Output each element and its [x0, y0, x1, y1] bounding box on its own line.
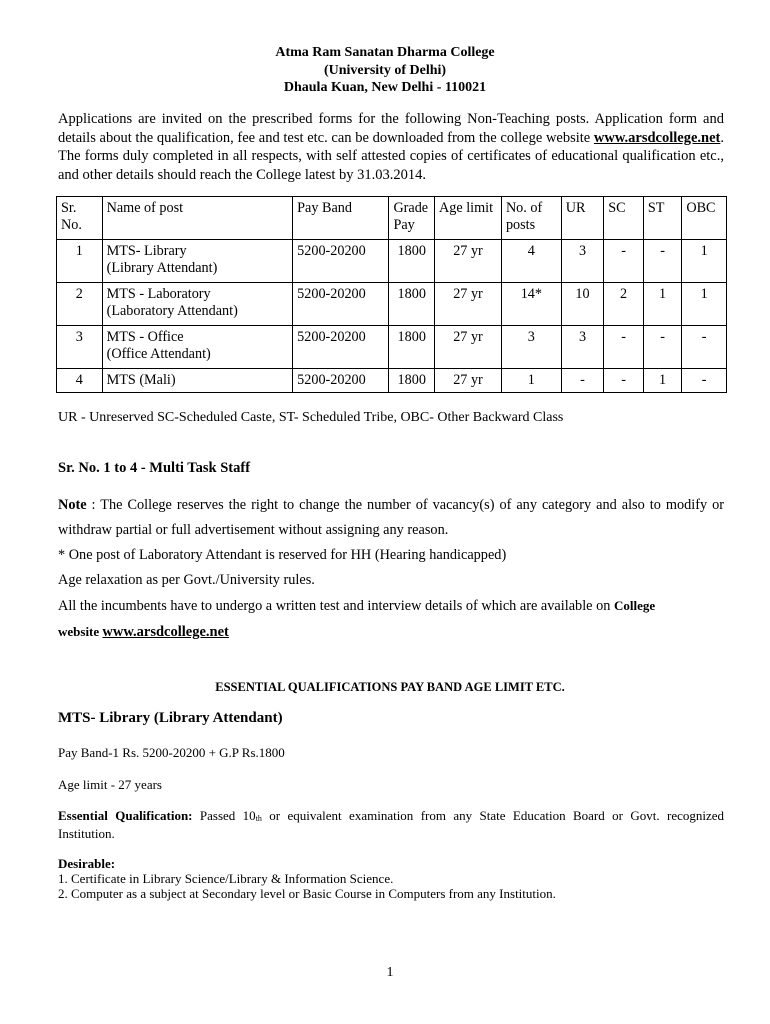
header-payband: Pay Band: [293, 197, 389, 240]
cell-grade: 1800: [389, 369, 435, 393]
essential-text2: or equivalent examination from any State Education Board or Govt. recognized Institution.: [58, 808, 725, 841]
agelimit-line: Age limit - 27 years: [58, 777, 162, 792]
incumbents-note: [58, 593, 724, 645]
header-grade: Grade Pay: [389, 197, 435, 240]
post-name-detail: (Office Attendant): [106, 346, 211, 362]
cell-payband: 5200-20200: [293, 240, 389, 283]
essential-sup: th: [255, 814, 262, 823]
cell-sc: -: [604, 326, 644, 369]
website-word: website: [58, 624, 103, 639]
cell-st: -: [643, 326, 682, 369]
desirable-section: [58, 856, 556, 901]
cell-sr: 3: [57, 326, 103, 369]
cell-posts: 1: [501, 369, 561, 393]
cell-sr: 1: [57, 240, 103, 283]
reserved-note: * One post of Laboratory Attendant is reserved for HH (Hearing handicapped): [58, 547, 507, 563]
incumbents-text: All the incumbents have to undergo a written test and interview details of which are available on: [58, 598, 614, 614]
cell-sc: -: [604, 240, 644, 283]
cell-ur: -: [561, 369, 604, 393]
table-row: [57, 283, 727, 326]
cell-sr: 2: [57, 283, 103, 326]
header-posts: No. of posts: [501, 197, 561, 240]
website-link-notes[interactable]: www.arsdcollege.net: [102, 624, 229, 640]
cell-obc: 1: [682, 240, 727, 283]
mts-library-heading: MTS- Library (Library Attendant): [58, 710, 283, 726]
post-name-detail: (Library Attendant): [106, 260, 218, 276]
cell-ur: 10: [561, 283, 604, 326]
post-name: MTS - Laboratory: [106, 286, 211, 302]
cell-sr: 4: [57, 369, 103, 393]
header-age: Age limit: [435, 197, 502, 240]
cell-age: 27 yr: [435, 283, 502, 326]
header-obc: OBC: [682, 197, 727, 240]
cell-grade: 1800: [389, 326, 435, 369]
post-name: MTS- Library: [106, 243, 187, 259]
page-number: 1: [386, 965, 394, 980]
table-row: [57, 240, 727, 283]
intro-text-after: . The forms duly completed in all respects, with self attested copies of certificates of educational qualification etc., and other details should reach the College latest by 31.03.2014.: [58, 129, 724, 183]
cell-payband: 5200-20200: [293, 283, 389, 326]
cell-st: -: [643, 240, 682, 283]
cell-age: 27 yr: [435, 369, 502, 393]
desirable-heading: Desirable:: [58, 856, 116, 871]
cell-obc: -: [682, 326, 727, 369]
website-link[interactable]: www.arsdcollege.net: [593, 129, 721, 146]
post-name-detail: (Laboratory Attendant): [106, 303, 238, 319]
cell-payband: 5200-20200: [293, 369, 389, 393]
essential-label: Essential Qualification:: [58, 808, 193, 823]
college-word: College: [613, 598, 656, 613]
cell-obc: 1: [682, 283, 727, 326]
essential-qualifications-heading: ESSENTIAL QUALIFICATIONS PAY BAND AGE LIMIT ETC.: [215, 680, 565, 694]
cell-posts: 14*: [501, 283, 561, 326]
post-name: MTS - Office: [106, 329, 184, 345]
essential-qualification-paragraph: [58, 808, 724, 842]
desirable-item: 2. Computer as a subject at Secondary level or Basic Course in Computers from any Institution.: [58, 886, 556, 901]
category-legend: UR - Unreserved SC-Scheduled Caste, ST- Scheduled Tribe, OBC- Other Backward Class: [58, 410, 564, 425]
note-paragraph: [58, 493, 724, 543]
posts-table: [56, 196, 727, 393]
cell-posts: 3: [501, 326, 561, 369]
table-row: [57, 326, 727, 369]
note-text: : The College reserves the right to change the number of vacancy(s) of any category and also to modify or withdraw partial or full advertisement without assigning any reason.: [58, 497, 724, 538]
notes-section: [58, 493, 724, 645]
college-name: Atma Ram Sanatan Dharma College: [275, 45, 495, 60]
cell-obc: -: [682, 369, 727, 393]
note-label: Note: [58, 497, 87, 513]
header-sc: SC: [604, 197, 644, 240]
cell-grade: 1800: [389, 240, 435, 283]
cell-sc: 2: [604, 283, 644, 326]
header-sr: Sr. No.: [57, 197, 103, 240]
cell-st: 1: [643, 369, 682, 393]
cell-name: [102, 283, 293, 326]
cell-name: [102, 326, 293, 369]
desirable-item: 1. Certificate in Library Science/Library & Information Science.: [58, 871, 394, 886]
multi-task-staff-heading: Sr. No. 1 to 4 - Multi Task Staff: [58, 460, 251, 476]
cell-name: [102, 240, 293, 283]
cell-st: 1: [643, 283, 682, 326]
cell-ur: 3: [561, 326, 604, 369]
header-ur: UR: [561, 197, 604, 240]
cell-ur: 3: [561, 240, 604, 283]
cell-sc: -: [604, 369, 644, 393]
cell-age: 27 yr: [435, 240, 502, 283]
table-header-row: [57, 197, 727, 240]
payband-line: Pay Band-1 Rs. 5200-20200 + G.P Rs.1800: [58, 745, 285, 760]
intro-paragraph: [58, 110, 724, 184]
college-address: Dhaula Kuan, New Delhi - 110021: [283, 80, 487, 95]
letterhead: [0, 44, 770, 97]
relaxation-note: Age relaxation as per Govt./University rules.: [58, 572, 315, 588]
university-name: (University of Delhi): [323, 62, 447, 78]
cell-grade: 1800: [389, 283, 435, 326]
essential-text1: Passed 10: [192, 808, 256, 823]
intro-text-before: Applications are invited on the prescribed forms for the following Non-Teaching posts. Application form and details about the qualification, fee and test etc. can be downloaded from the college website: [58, 111, 724, 146]
cell-payband: 5200-20200: [293, 326, 389, 369]
header-name: Name of post: [102, 197, 293, 240]
cell-posts: 4: [501, 240, 561, 283]
header-st: ST: [643, 197, 682, 240]
cell-age: 27 yr: [435, 326, 502, 369]
cell-name: MTS (Mali): [102, 369, 293, 393]
table-row: [57, 369, 727, 393]
